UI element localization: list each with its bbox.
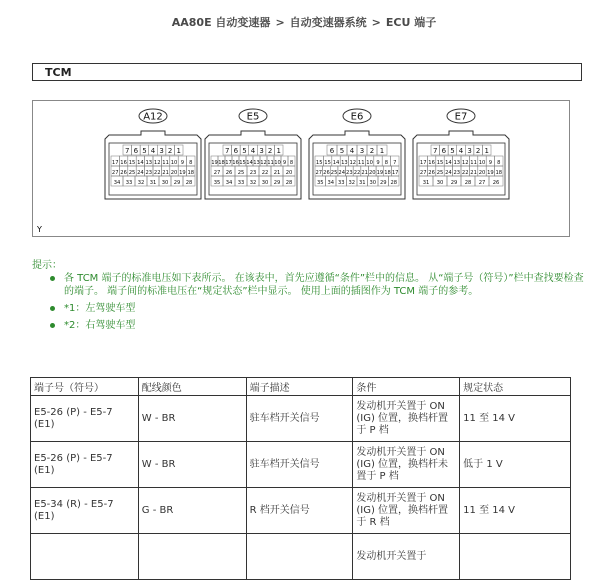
header-description: 端子描述 xyxy=(246,378,353,396)
pin-number: 18 xyxy=(187,170,195,176)
pin-number: 23 xyxy=(249,170,257,176)
pin-number: 2 xyxy=(475,147,481,155)
pin-number: 13 xyxy=(145,160,153,166)
pin-number: 27 xyxy=(419,170,427,176)
pin-number: 27 xyxy=(315,170,323,176)
hint-text: 各 TCM 端子的标准电压如下表所示。 在该表中，首先应遵循“条件”栏中的信息。 从“端子号（符号）”栏中查找要检查的端子。 端子间的标准电压在“规定状态”栏中显示。 使用上面的插图作为 TCM 端子的参考。 xyxy=(64,273,584,297)
pin-number: 29 xyxy=(173,180,181,186)
pin-number: 25 xyxy=(330,170,338,176)
pin-number: 20 xyxy=(285,170,293,176)
pin-number: 25 xyxy=(128,170,136,176)
cell-specified: 低于 1 V xyxy=(460,442,571,488)
pin-number: 13 xyxy=(453,160,461,166)
hint-item xyxy=(48,319,588,332)
hint-list xyxy=(48,272,588,332)
pin-number: 22 xyxy=(353,170,361,176)
pin-number: 11 xyxy=(267,160,274,166)
cell-wire-color: W - BR xyxy=(138,396,246,442)
pin-number: 33 xyxy=(125,180,133,186)
pin-number: 8 xyxy=(189,160,193,166)
table-row xyxy=(31,396,571,442)
breadcrumb-separator: > xyxy=(371,16,381,29)
pin-number: 3 xyxy=(467,147,472,155)
pin-number: 35 xyxy=(213,180,221,186)
pin-number: 10 xyxy=(170,160,178,166)
section-title: TCM xyxy=(45,66,72,79)
pin-number: 12 xyxy=(461,160,469,166)
pin-number: 7 xyxy=(225,147,230,155)
pin-number: 33 xyxy=(237,180,245,186)
table-row xyxy=(31,534,571,580)
pin-number: 32 xyxy=(249,180,257,186)
cell-specified: 11 至 14 V xyxy=(460,396,571,442)
pin-number: 7 xyxy=(433,147,438,155)
breadcrumb-item-terminals: ECU 端子 xyxy=(385,16,437,29)
pin-number: 28 xyxy=(185,180,193,186)
table-row xyxy=(31,488,571,534)
pin-number: 18 xyxy=(384,170,391,176)
pin-number: 1 xyxy=(484,147,489,155)
header-wire-color: 配线颜色 xyxy=(138,378,246,396)
cell-wire-color: W - BR xyxy=(138,442,246,488)
pin-number: 32 xyxy=(137,180,145,186)
pin-number: 11 xyxy=(470,160,477,166)
pin-number: 17 xyxy=(111,160,119,166)
pin-number: 9 xyxy=(282,160,287,166)
header-specified: 规定状态 xyxy=(460,378,571,396)
pin-number: 8 xyxy=(497,160,501,166)
cell-condition: 发动机开关置于 ON (IG) 位置，换档杆未置于 P 档 xyxy=(353,442,460,488)
pin-number: 9 xyxy=(376,160,380,166)
pin-number: 7 xyxy=(393,160,397,166)
pin-number: 13 xyxy=(341,160,348,166)
pin-number: 4 xyxy=(349,147,355,155)
pin-number: 32 xyxy=(348,180,356,186)
pin-number: 14 xyxy=(246,160,253,166)
pin-number: 15 xyxy=(315,160,323,166)
pin-number: 2 xyxy=(167,147,173,155)
pin-number: 8 xyxy=(384,160,389,166)
pin-number: 26 xyxy=(323,170,330,176)
cell-wire-color: G - BR xyxy=(138,488,246,534)
pin-number: 29 xyxy=(450,180,458,186)
pin-number: 31 xyxy=(358,180,366,186)
pin-number: 23 xyxy=(453,170,461,176)
pin-number: 30 xyxy=(369,180,377,186)
pin-number: 21 xyxy=(273,170,281,176)
hint-item xyxy=(48,302,588,315)
pin-number: 10 xyxy=(366,160,373,166)
cell-terminal: E5-34 (R) - E5-7 (E1) xyxy=(31,488,139,534)
pin-number: 16 xyxy=(232,160,239,166)
pin-number: 19 xyxy=(179,170,186,176)
pin-number: 12 xyxy=(260,160,267,166)
pin-number: 34 xyxy=(225,180,233,186)
pin-number: 30 xyxy=(261,180,269,186)
pin-number: 25 xyxy=(237,170,245,176)
pin-number: 3 xyxy=(359,147,365,155)
pin-number: 19 xyxy=(487,170,494,176)
pin-number: 6 xyxy=(441,147,447,155)
pin-number: 29 xyxy=(379,180,387,186)
pin-number: 17 xyxy=(391,170,399,176)
cell-description: 驻车档开关信号 xyxy=(246,396,353,442)
pin-number: 14 xyxy=(137,160,144,166)
pin-number: 4 xyxy=(250,147,256,155)
pin-number: 26 xyxy=(120,170,127,176)
breadcrumb-item-model[interactable]: AA80E 自动变速器 xyxy=(171,16,271,29)
cell-terminal: E5-26 (P) - E5-7 (E1) xyxy=(31,396,139,442)
pin-number: 14 xyxy=(332,160,340,166)
pin-number: 31 xyxy=(149,180,157,186)
pin-number: 5 xyxy=(339,147,345,155)
pin-number: 19 xyxy=(211,160,218,166)
table-header-row xyxy=(31,378,571,396)
pin-number: 15 xyxy=(239,160,246,166)
pin-number: 12 xyxy=(349,160,357,166)
pin-number: 15 xyxy=(436,160,444,166)
header-terminal: 端子号（符号） xyxy=(31,378,139,396)
connector-figure xyxy=(32,100,570,237)
bullet-icon xyxy=(50,323,55,328)
pin-number: 21 xyxy=(470,170,477,176)
cell-description: 驻车档开关信号 xyxy=(246,442,353,488)
pin-number: 19 xyxy=(376,170,384,176)
hint-text: *2：右驾驶车型 xyxy=(64,320,136,331)
connector-label: E5 xyxy=(246,111,260,123)
pin-number: 24 xyxy=(137,170,144,176)
pin-number: 28 xyxy=(285,180,293,186)
pin-number: 6 xyxy=(329,147,335,155)
pin-number: 10 xyxy=(478,160,486,166)
pin-number: 20 xyxy=(368,170,376,176)
pin-number: 12 xyxy=(153,160,161,166)
pin-number: 26 xyxy=(492,180,500,186)
pin-number: 6 xyxy=(233,147,239,155)
pin-number: 28 xyxy=(464,180,472,186)
pin-number: 16 xyxy=(120,160,127,166)
hint-title: 提示： xyxy=(32,260,62,271)
table-row xyxy=(31,442,571,488)
section-title-box xyxy=(32,63,582,81)
pin-number: 5 xyxy=(450,147,455,155)
connector-label: E6 xyxy=(350,111,364,123)
pin-number: 11 xyxy=(162,160,169,166)
pin-number: 29 xyxy=(273,180,281,186)
breadcrumb-separator: > xyxy=(275,16,285,29)
cell-terminal xyxy=(31,534,139,580)
cell-terminal: E5-26 (P) - E5-7 (E1) xyxy=(31,442,139,488)
cell-specified xyxy=(460,534,571,580)
pin-number: 27 xyxy=(478,180,486,186)
pin-number: 10 xyxy=(274,160,281,166)
pin-number: 15 xyxy=(128,160,136,166)
breadcrumb-item-system[interactable]: 自动变速器系统 xyxy=(289,16,367,29)
pin-number: 34 xyxy=(113,180,121,186)
figure-code: Y xyxy=(37,225,42,234)
cell-condition: 发动机开关置于 ON (IG) 位置，换档杆置于 R 档 xyxy=(353,488,460,534)
pin-number: 2 xyxy=(369,147,375,155)
connector-label: A12 xyxy=(143,111,163,123)
pin-number: 26 xyxy=(428,170,435,176)
cell-description xyxy=(246,534,353,580)
cell-specified: 11 至 14 V xyxy=(460,488,571,534)
cell-condition: 发动机开关置于 ON (IG) 位置，换档杆置于 P 档 xyxy=(353,396,460,442)
pin-number: 26 xyxy=(225,170,233,176)
terminal-table xyxy=(30,377,571,580)
pin-number: 9 xyxy=(488,160,493,166)
pin-number: 23 xyxy=(145,170,153,176)
connector-diagram xyxy=(33,101,571,238)
pin-number: 4 xyxy=(150,147,156,155)
cell-condition: 发动机开关置于 xyxy=(353,534,460,580)
pin-number: 9 xyxy=(180,160,185,166)
pin-number: 18 xyxy=(218,160,225,166)
pin-number: 22 xyxy=(261,170,269,176)
pin-number: 13 xyxy=(253,160,260,166)
bullet-icon xyxy=(50,306,55,311)
pin-number: 1 xyxy=(276,147,281,155)
pin-number: 3 xyxy=(159,147,164,155)
hint-text: *1：左驾驶车型 xyxy=(64,303,136,314)
cell-description: R 档开关信号 xyxy=(246,488,353,534)
pin-number: 34 xyxy=(327,180,335,186)
pin-number: 27 xyxy=(213,170,221,176)
cell-wire-color xyxy=(138,534,246,580)
pin-number: 21 xyxy=(361,170,368,176)
pin-number: 3 xyxy=(259,147,264,155)
connector-label: E7 xyxy=(454,111,468,123)
header-condition: 条件 xyxy=(353,378,460,396)
bullet-icon xyxy=(50,276,55,281)
pin-number: 14 xyxy=(445,160,452,166)
pin-number: 1 xyxy=(379,147,385,155)
pin-number: 1 xyxy=(176,147,181,155)
pin-number: 15 xyxy=(324,160,331,166)
pin-number: 5 xyxy=(242,147,247,155)
pin-number: 17 xyxy=(225,160,232,166)
pin-number: 21 xyxy=(162,170,169,176)
pin-number: 22 xyxy=(461,170,469,176)
pin-number: 5 xyxy=(142,147,147,155)
breadcrumb xyxy=(0,14,608,30)
pin-number: 28 xyxy=(390,180,398,186)
pin-number: 35 xyxy=(316,180,324,186)
pin-number: 30 xyxy=(161,180,169,186)
pin-number: 6 xyxy=(133,147,139,155)
pin-number: 18 xyxy=(495,170,503,176)
pin-number: 4 xyxy=(458,147,464,155)
pin-number: 22 xyxy=(153,170,161,176)
pin-number: 24 xyxy=(338,170,346,176)
pin-number: 7 xyxy=(125,147,130,155)
pin-number: 30 xyxy=(436,180,444,186)
pin-number: 20 xyxy=(478,170,486,176)
pin-number: 25 xyxy=(436,170,444,176)
hint-item xyxy=(48,272,588,298)
pin-number: 8 xyxy=(289,160,294,166)
pin-number: 20 xyxy=(170,170,178,176)
pin-number: 11 xyxy=(357,160,365,166)
pin-number: 23 xyxy=(346,170,353,176)
pin-number: 16 xyxy=(428,160,435,166)
pin-number: 2 xyxy=(267,147,273,155)
pin-number: 33 xyxy=(337,180,345,186)
pin-number: 24 xyxy=(445,170,452,176)
pin-number: 17 xyxy=(419,160,427,166)
pin-number: 31 xyxy=(422,180,430,186)
pin-number: 27 xyxy=(111,170,119,176)
